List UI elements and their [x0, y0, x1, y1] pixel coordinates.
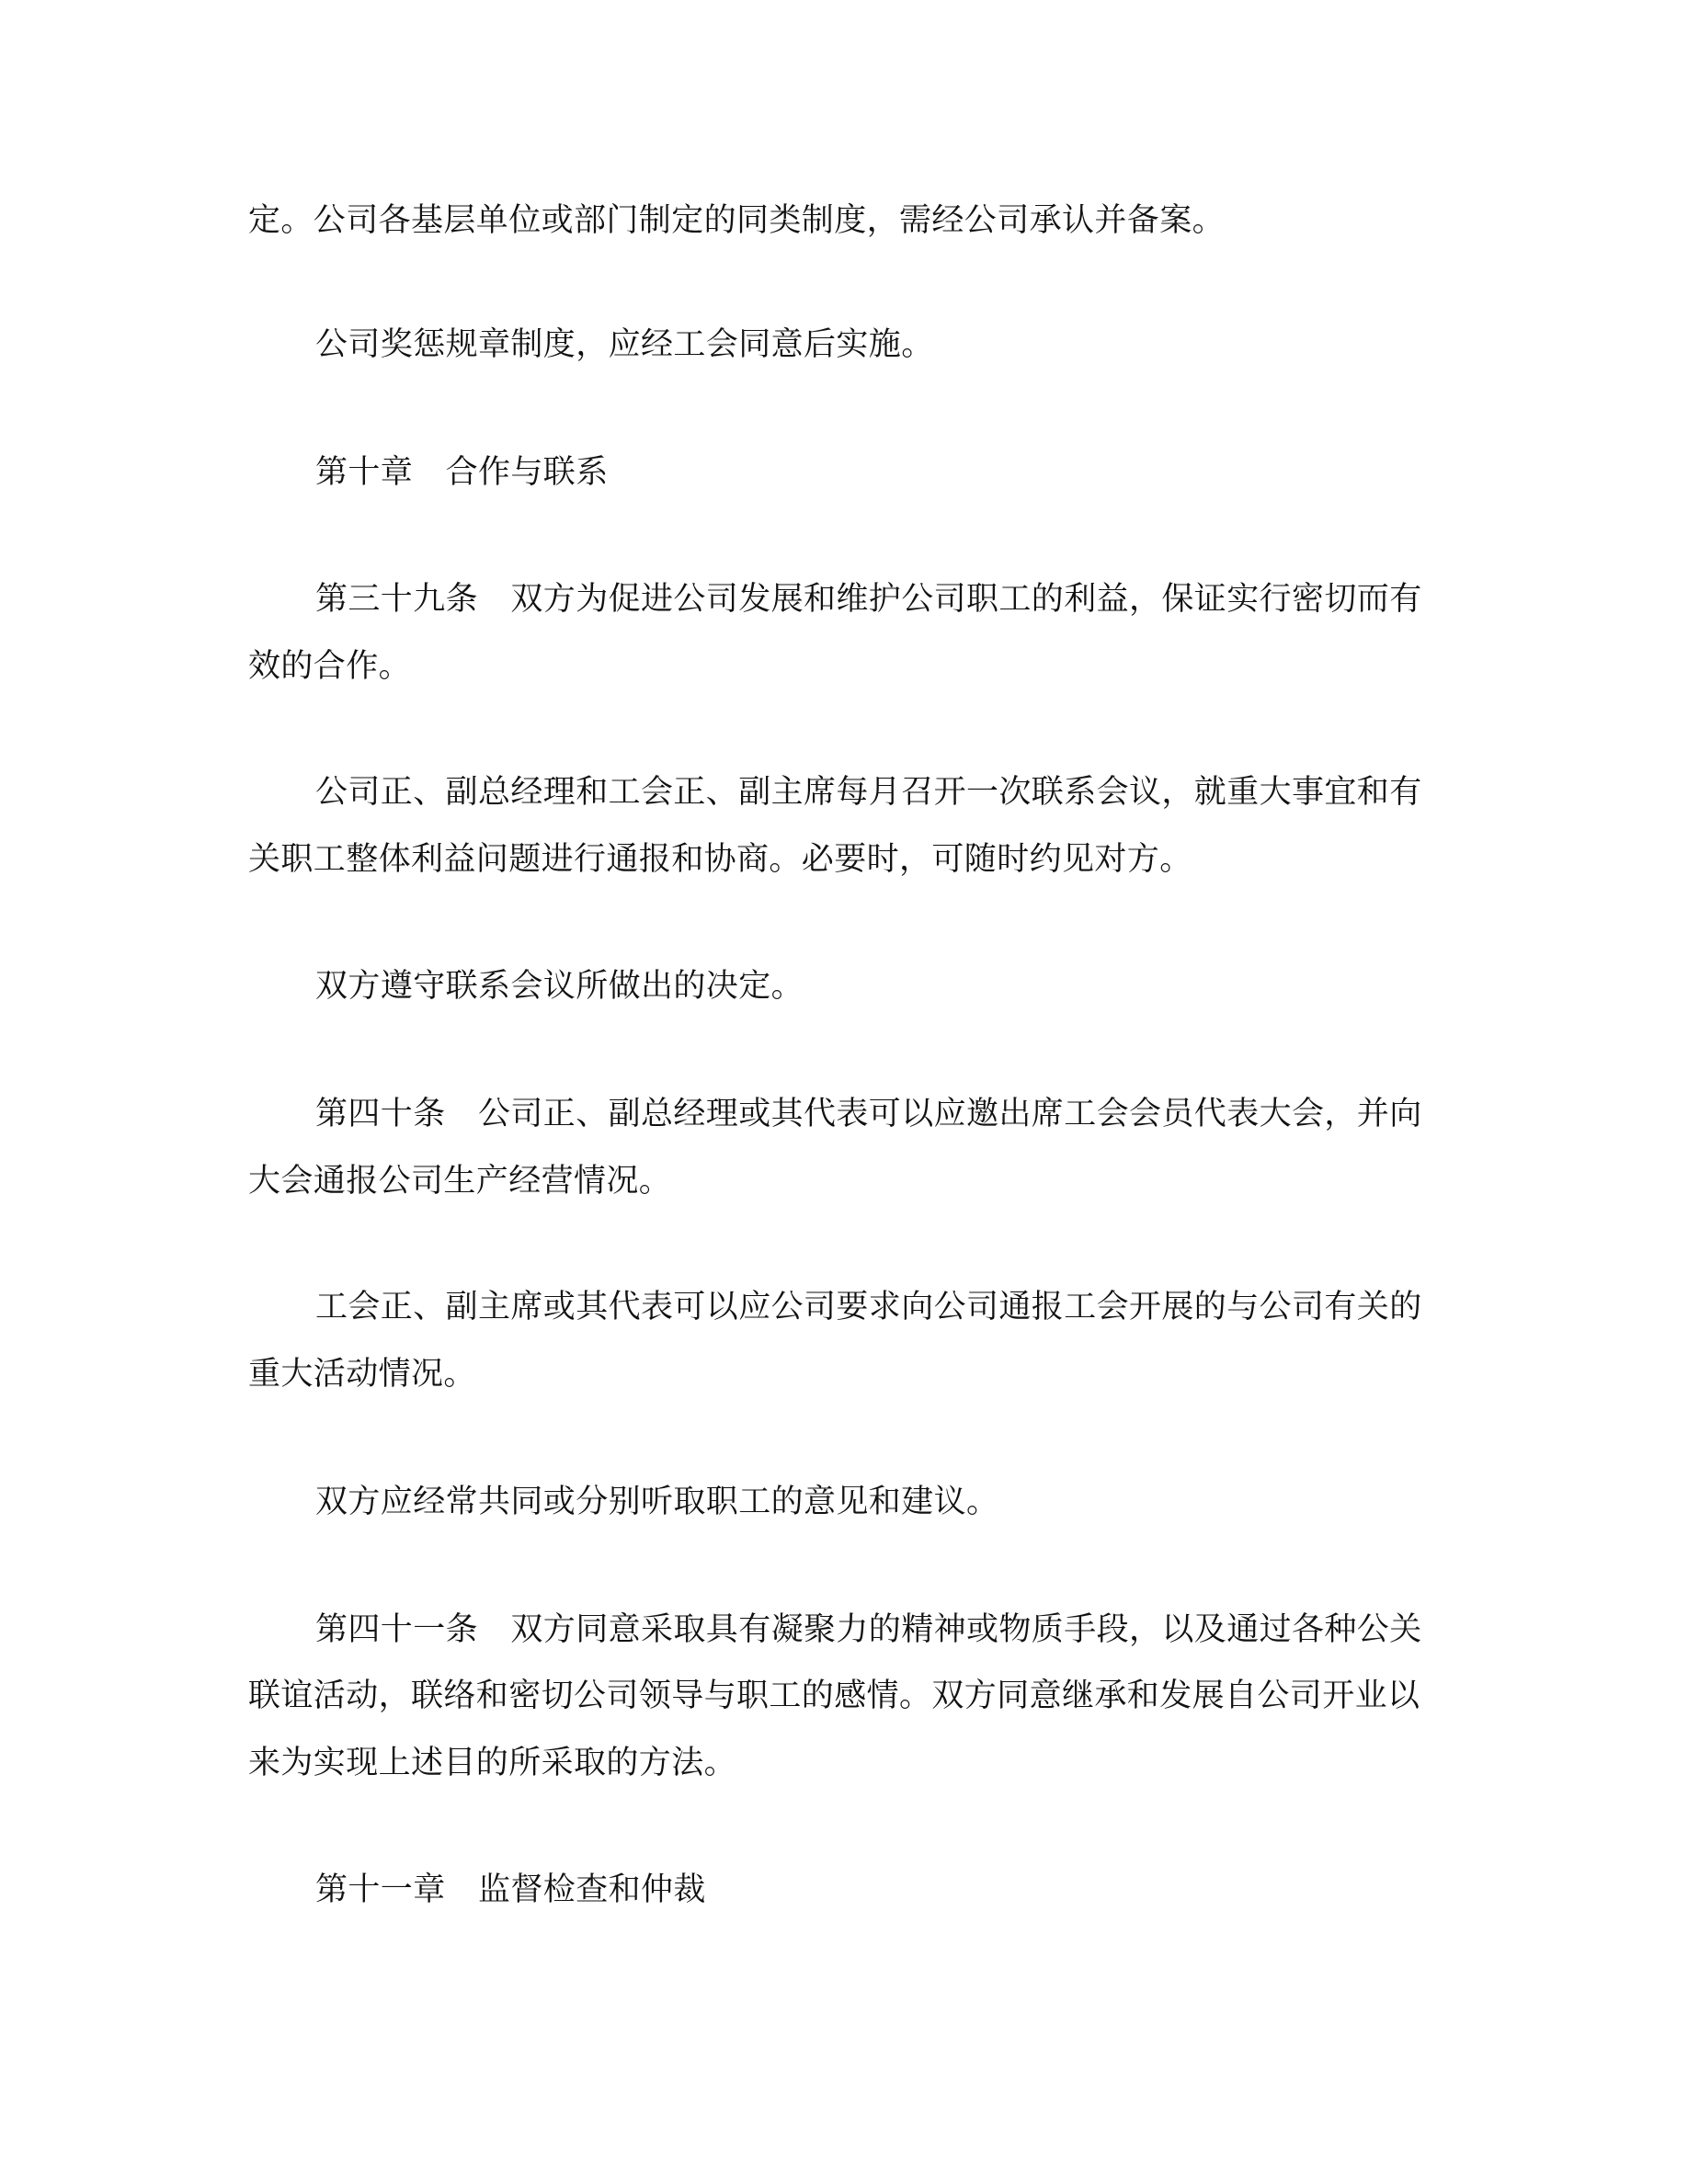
article-line: 第四十一条 双方同意采取具有凝聚力的精神或物质手段，以及通过各种公关: [315, 1611, 1422, 1648]
text-line: 公司正、副总经理和工会正、副主席每月召开一次联系会议，就重大事宜和有: [315, 774, 1422, 811]
text-line: 来为实现上述目的所采取的方法。: [248, 1745, 737, 1781]
text-line: 大会通报公司生产经营情况。: [248, 1163, 672, 1200]
article-line: 第三十九条 双方为促进公司发展和维护公司职工的利益，保证实行密切而有: [315, 581, 1422, 618]
chapter-heading: 第十章 合作与联系: [315, 454, 609, 491]
chapter-heading: 第十一章 监督检查和仲裁: [315, 1871, 706, 1908]
text-line: 公司奖惩规章制度，应经工会同意后实施。: [315, 326, 934, 363]
text-line: 效的合作。: [248, 648, 412, 685]
text-line: 定。公司各基层单位或部门制定的同类制度，需经公司承认并备案。: [248, 202, 1226, 239]
text-line: 重大活动情况。: [248, 1356, 476, 1393]
article-line: 第四十条 公司正、副总经理或其代表可以应邀出席工会会员代表大会，并向: [315, 1096, 1422, 1132]
text-line: 双方遵守联系会议所做出的决定。: [315, 968, 804, 1005]
text-line: 关职工整体利益问题进行通报和协商。必要时，可随时约见对方。: [248, 841, 1192, 878]
text-line: 工会正、副主席或其代表可以应公司要求向公司通报工会开展的与公司有关的: [315, 1289, 1422, 1325]
text-line: 联谊活动，联络和密切公司领导与职工的感情。双方同意继承和发展自公司开业以: [248, 1678, 1420, 1714]
text-line: 双方应经常共同或分别听取职工的意见和建议。: [315, 1484, 999, 1520]
